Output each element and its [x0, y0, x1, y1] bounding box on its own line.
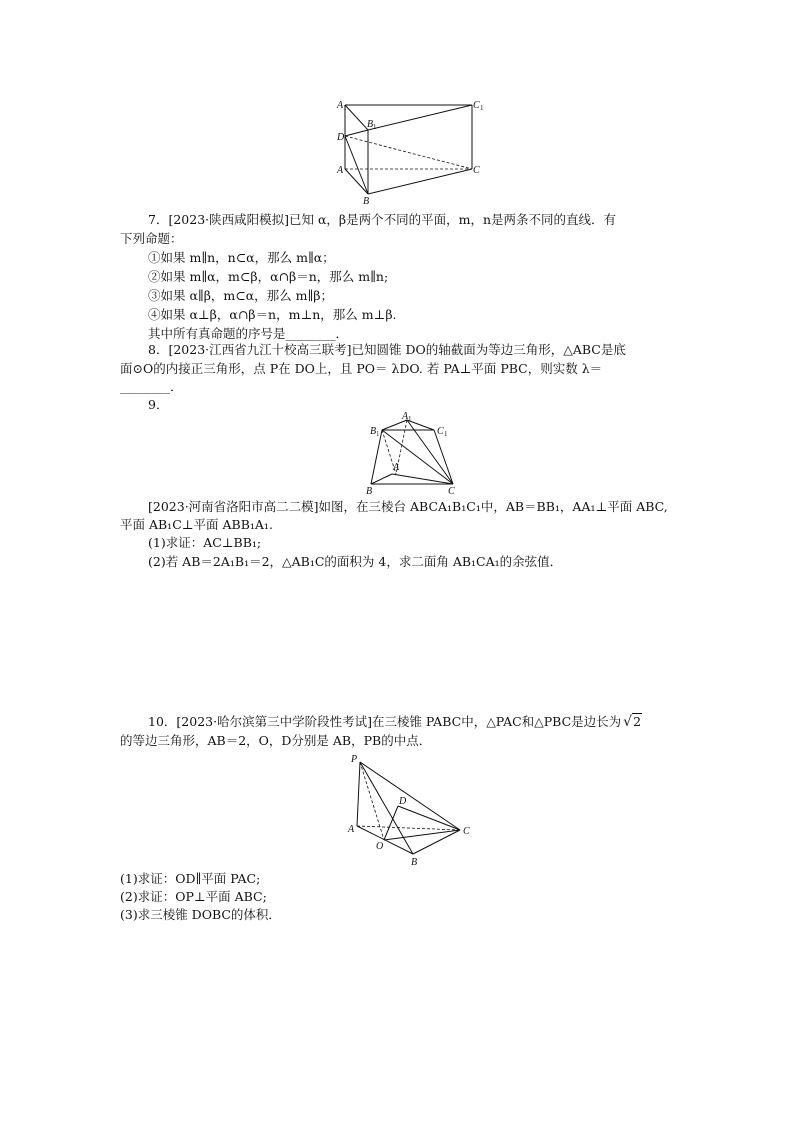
q9-part1: (1)求证：AC⊥BB₁; [148, 535, 262, 550]
label-c: C [463, 826, 470, 837]
q7-lead2: 下列命题： [120, 231, 183, 246]
label-b1: B [370, 426, 377, 437]
q7-item-3: ③如果 α∥β，m⊂α，那么 m∥β； [148, 288, 334, 303]
svg-text:1: 1 [376, 430, 380, 438]
label-b: B [363, 196, 370, 206]
q10-part2: (2)求证：OP⊥平面 ABC; [120, 889, 267, 904]
q9-number: 9． [148, 397, 169, 412]
q10-part1: (1)求证：OD∥平面 PAC; [120, 871, 261, 886]
label-d: D [399, 796, 407, 807]
label-a: A [337, 165, 344, 176]
figure-frustum [362, 410, 462, 498]
sqrt-expression: √2 [623, 714, 642, 730]
figure-pyramid [345, 750, 475, 870]
label-a: A [348, 824, 355, 835]
svg-text:1: 1 [343, 104, 347, 112]
label-c1: C [473, 100, 480, 111]
q9-line1: [2023·河南省洛阳市高二二模]如图，在三棱台 ABCA₁B₁C₁中，AB＝BB₁，AA₁⊥平面 ABC, [148, 499, 668, 514]
q8-line1: 8．[2023·江西省九江十校高三联考]已知圆锥 DO的轴截面为等边三角形，△ABC是底 [148, 342, 626, 357]
label-b1: B [367, 119, 374, 130]
figure-prism [330, 96, 490, 206]
label-b: B [411, 857, 418, 868]
svg-text:1: 1 [444, 430, 448, 438]
q7-ask: 其中所有真命题的序号是________． [148, 326, 349, 341]
q10-part3: (3)求三棱锥 DOBC的体积． [120, 907, 281, 922]
label-a: A [393, 462, 400, 473]
svg-text:1: 1 [408, 415, 412, 423]
q9-part2: (2)若 AB＝2A₁B₁＝2，△AB₁C的面积为 4，求二面角 AB₁CA₁的余弦值． [148, 554, 563, 569]
label-c: C [448, 486, 455, 497]
q8-line2: 面⊙O的内接正三角形，点 P在 DO上，且 PO＝ λDO. 若 PA⊥平面 PBC，则实数 λ＝ [120, 361, 603, 376]
label-c: C [473, 165, 480, 176]
q7-item-2: ②如果 m∥α，m⊂β，α∩β＝n，那么 m∥n; [148, 269, 389, 284]
label-d: D [337, 132, 345, 143]
label-b: B [366, 486, 373, 497]
label-a1: A [402, 411, 409, 422]
q7-item-1: ①如果 m∥n，n⊂α，那么 m∥α； [148, 250, 335, 265]
q9-line2: 平面 AB₁C⊥平面 ABB₁A₁. [120, 517, 273, 532]
label-c1: C [437, 426, 444, 437]
q8-line3: ________． [120, 379, 183, 394]
label-p: P [351, 754, 358, 765]
svg-text:1: 1 [373, 123, 377, 131]
label-o: O [376, 841, 384, 852]
q10-line2: 的等边三角形，AB＝2，O，D分别是 AB，PB的中点． [120, 733, 432, 748]
q10-line1: 10．[2023·哈尔滨第三中学阶段性考试]在三棱锥 PABC中，△PAC和△PBC是边长为 √2 [148, 714, 642, 730]
q7-item-4: ④如果 α⊥β，α∩β＝n，m⊥n，那么 m⊥β. [148, 307, 397, 322]
q7-lead: 7．[2023·陕西咸阳模拟]已知 α，β是两个不同的平面，m，n是两条不同的直线．有 [148, 212, 617, 227]
svg-text:1: 1 [480, 104, 484, 112]
label-a1: A [337, 100, 344, 111]
